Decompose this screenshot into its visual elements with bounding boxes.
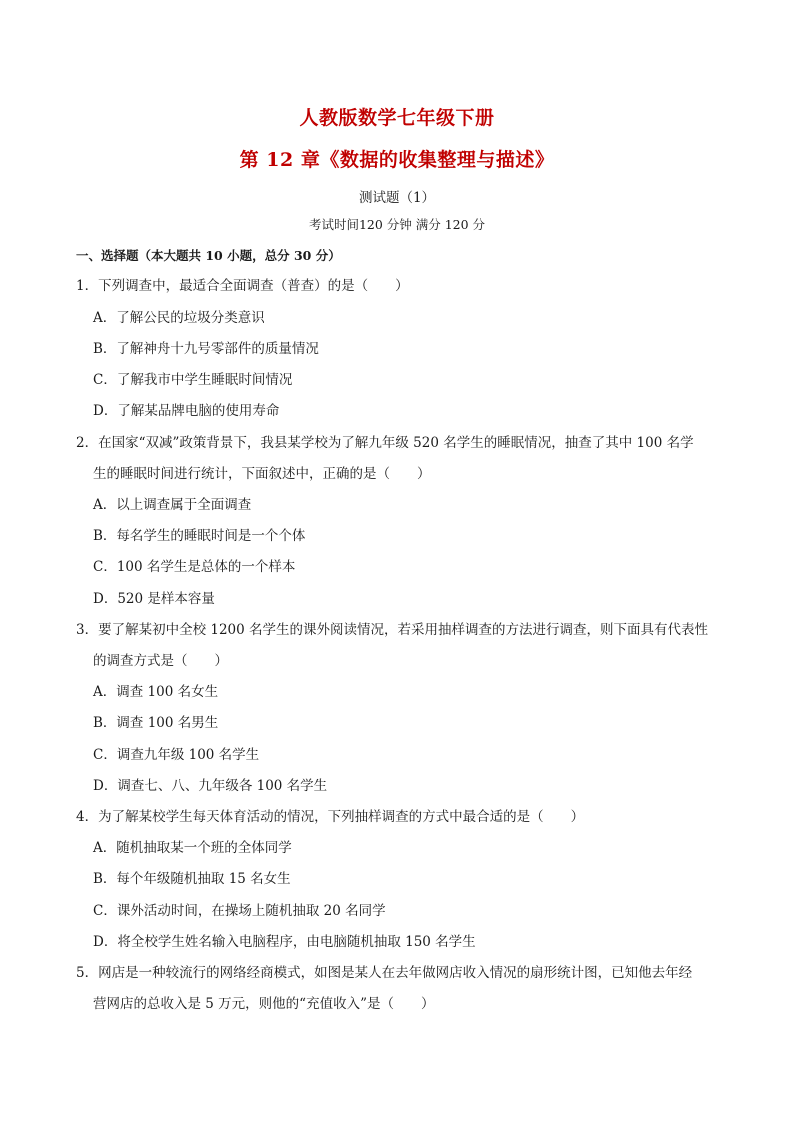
question-5-stem-continued: 营网店的总收入是 5 万元，则他的“充值收入”是（ ） [93, 996, 435, 1012]
question-1-option-d: D．了解某品牌电脑的使用寿命 [93, 403, 280, 419]
chapter-title: 第 12 章《数据的收集整理与描述》 [239, 149, 555, 171]
question-1-option-c: C．了解我市中学生睡眠时间情况 [93, 372, 293, 388]
question-4-option-a: A．随机抽取某一个班的全体同学 [93, 840, 292, 856]
question-4-option-d: D．将全校学生姓名输入电脑程序，由电脑随机抽取 150 名学生 [93, 934, 476, 950]
question-5-stem: 5．网店是一种较流行的网络经商模式，如图是某人在去年做网店收入情况的扇形统计图，已知他去年经 [76, 965, 693, 981]
question-3-option-c: C．调查九年级 100 名学生 [93, 747, 260, 763]
exam-info: 考试时间120 分钟 满分 120 分 [308, 217, 486, 232]
question-2-stem-continued: 生的睡眠时间进行统计，下面叙述中，正确的是（ ） [93, 466, 431, 482]
document-title: 人教版数学七年级下册 [299, 107, 495, 129]
question-3-stem: 3．要了解某初中全校 1200 名学生的课外阅读情况，若采用抽样调查的方法进行调查，则下面具有代表性 [76, 622, 709, 638]
question-3-option-b: B．调查 100 名男生 [93, 715, 219, 731]
question-1-option-b: B．了解神舟十九号零部件的质量情况 [93, 341, 319, 357]
question-1-option-a: A．了解公民的垃圾分类意识 [93, 310, 265, 326]
question-4-stem: 4．为了解某校学生每天体育活动的情况，下列抽样调查的方式中最合适的是（ ） [76, 809, 585, 825]
question-3-option-a: A．调查 100 名女生 [93, 684, 219, 700]
question-4-option-b: B．每个年级随机抽取 15 名女生 [93, 871, 291, 887]
question-2-option-c: C．100 名学生是总体的一个样本 [93, 559, 296, 575]
test-label: 测试题（1） [358, 190, 436, 206]
question-1-stem: 1．下列调查中，最适合全面调查（普查）的是（ ） [76, 278, 409, 294]
question-3-stem-continued: 的调查方式是（ ） [93, 653, 228, 669]
question-2-option-d: D．520 是样本容量 [93, 591, 215, 607]
question-2-option-a: A．以上调查属于全面调查 [93, 497, 252, 513]
question-4-option-c: C．课外活动时间，在操场上随机抽取 20 名同学 [93, 903, 386, 919]
question-2-option-b: B．每名学生的睡眠时间是一个个体 [93, 528, 306, 544]
question-3-option-d: D．调查七、八、九年级各 100 名学生 [93, 778, 328, 794]
section-heading: 一、选择题（本大题共 10 小题，总分 30 分） [76, 248, 341, 263]
question-2-stem: 2．在国家“双减”政策背景下，我县某学校为了解九年级 520 名学生的睡眠情况，抽查了其中 100 名学 [76, 435, 694, 451]
